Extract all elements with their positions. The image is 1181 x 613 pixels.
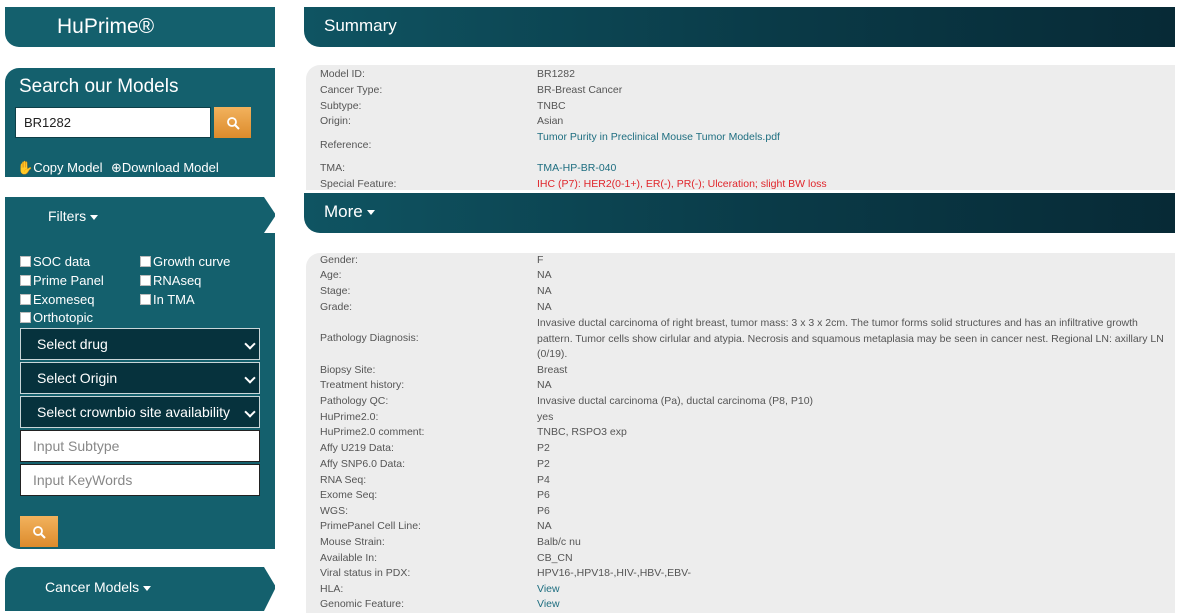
download-model-button[interactable] bbox=[111, 160, 219, 176]
search-input[interactable] bbox=[15, 107, 211, 138]
special-feature-value: IHC (P7): HER2(0-1+), ER(-), PR(-); Ulceration; slight BW loss bbox=[537, 178, 827, 190]
more-value: yes bbox=[537, 411, 554, 423]
caret-down-icon bbox=[143, 586, 151, 591]
summary-label: Special Feature: bbox=[320, 178, 397, 190]
filter-search-button[interactable] bbox=[20, 516, 58, 547]
hand-icon: ✋ bbox=[17, 160, 34, 175]
summary-label: Cancer Type: bbox=[320, 84, 383, 96]
brand-header bbox=[5, 7, 275, 47]
more-label: More bbox=[324, 202, 363, 221]
more-label: Grade: bbox=[320, 301, 353, 313]
more-label: Biopsy Site: bbox=[320, 364, 376, 376]
reference-link[interactable]: Tumor Purity in Preclinical Mouse Tumor Models.pdf bbox=[537, 131, 780, 143]
checkbox-exomeseq[interactable] bbox=[20, 292, 94, 307]
filters-label: Filters bbox=[48, 208, 87, 224]
more-value: Invasive ductal carcinoma of right breast, tumor mass: 3 x 3 x 2cm. The tumor forms solid structures and has an infiltrative growth pattern. Tumor cells show cirlular and atypia. Necrosis and squamous metaplasia may be seen in cancer nest. Regional LN: axillary LN (0/19). bbox=[537, 317, 1164, 361]
copy-model-label: Copy Model bbox=[33, 160, 103, 175]
more-value: P4 bbox=[537, 474, 550, 486]
more-label: WGS: bbox=[320, 505, 348, 517]
more-label: HuPrime2.0: bbox=[320, 411, 379, 423]
checkbox-box[interactable] bbox=[20, 312, 31, 323]
search-button[interactable] bbox=[214, 107, 251, 138]
checkbox-label: Orthotopic bbox=[33, 310, 93, 325]
summary-label: TMA: bbox=[320, 162, 346, 174]
caret-down-icon bbox=[90, 215, 98, 220]
more-value: NA bbox=[537, 520, 552, 532]
brand-logo[interactable]: HuPrime® bbox=[57, 15, 155, 38]
checkbox-box[interactable] bbox=[140, 275, 151, 286]
more-value: P6 bbox=[537, 489, 550, 501]
more-label: Available In: bbox=[320, 552, 378, 564]
keywords-input[interactable] bbox=[20, 464, 260, 496]
tab-notch bbox=[264, 215, 276, 233]
download-icon: ⊕ bbox=[111, 160, 122, 175]
more-value: HPV16-,HPV18-,HIV-,HBV-,EBV- bbox=[537, 567, 692, 579]
more-label: Pathology QC: bbox=[320, 395, 389, 407]
more-label: PrimePanel Cell Line: bbox=[320, 520, 421, 532]
more-label: Affy U219 Data: bbox=[320, 442, 394, 454]
more-label: Treatment history: bbox=[320, 379, 405, 391]
select-origin-label: Select Origin bbox=[37, 370, 118, 386]
more-value: P2 bbox=[537, 442, 550, 454]
more-value: P2 bbox=[537, 458, 550, 470]
more-value: NA bbox=[537, 379, 552, 391]
more-label: HLA: bbox=[320, 583, 344, 595]
filter-panel bbox=[5, 197, 275, 549]
more-value: NA bbox=[537, 301, 552, 313]
checkbox-in-tma[interactable] bbox=[140, 292, 195, 307]
search-icon bbox=[226, 116, 240, 130]
select-site-label: Select crownbio site availability bbox=[37, 404, 230, 420]
tab-notch bbox=[264, 587, 276, 611]
summary-title: Summary bbox=[324, 16, 397, 35]
summary-label: Origin: bbox=[320, 115, 351, 127]
more-value: Invasive ductal carcinoma (Pa), ductal carcinoma (P8, P10) bbox=[537, 395, 814, 407]
more-label: Age: bbox=[320, 269, 342, 281]
more-value: F bbox=[537, 254, 544, 266]
checkbox-label: In TMA bbox=[153, 292, 195, 307]
checkbox-rnaseq[interactable] bbox=[140, 273, 201, 288]
more-label: RNA Seq: bbox=[320, 474, 367, 486]
tab-notch bbox=[264, 567, 276, 587]
more-label: Viral status in PDX: bbox=[320, 567, 411, 579]
cancer-models-panel bbox=[5, 567, 275, 611]
summary-box bbox=[306, 65, 1175, 190]
more-value: TNBC, RSPO3 exp bbox=[537, 426, 627, 438]
more-title bbox=[324, 202, 375, 222]
more-label: Stage: bbox=[320, 285, 351, 297]
tab-notch bbox=[264, 197, 276, 215]
summary-value: BR1282 bbox=[537, 68, 575, 80]
summary-value: Asian bbox=[537, 115, 564, 127]
cancer-models-label: Cancer Models bbox=[45, 579, 140, 595]
genomic-feature-view-link[interactable]: View bbox=[537, 598, 560, 610]
checkbox-label: Exomeseq bbox=[33, 292, 95, 307]
checkbox-label: Growth curve bbox=[153, 254, 231, 269]
more-value: P6 bbox=[537, 505, 550, 517]
summary-value: TNBC bbox=[537, 100, 566, 112]
more-label: HuPrime2.0 comment: bbox=[320, 426, 425, 438]
checkbox-box[interactable] bbox=[140, 256, 151, 267]
search-panel bbox=[5, 68, 275, 177]
cancer-models-toggle[interactable] bbox=[45, 579, 151, 595]
more-header[interactable] bbox=[304, 193, 1175, 233]
more-value: NA bbox=[537, 269, 552, 281]
more-label: Affy SNP6.0 Data: bbox=[320, 458, 406, 470]
checkbox-growth-curve[interactable] bbox=[140, 254, 230, 269]
checkbox-label: SOC data bbox=[33, 254, 91, 269]
more-label: Genomic Feature: bbox=[320, 598, 405, 610]
copy-model-button[interactable] bbox=[17, 160, 103, 176]
more-value: Breast bbox=[537, 364, 568, 376]
chevron-down-icon bbox=[244, 406, 255, 417]
more-label: Pathology Diagnosis: bbox=[320, 332, 419, 344]
summary-header bbox=[304, 7, 1175, 47]
chevron-down-icon bbox=[244, 338, 255, 349]
select-drug[interactable] bbox=[20, 328, 260, 360]
more-box bbox=[306, 253, 1175, 613]
checkbox-label: RNAseq bbox=[153, 273, 202, 288]
checkbox-box[interactable] bbox=[20, 275, 31, 286]
search-icon bbox=[32, 525, 46, 539]
checkbox-box[interactable] bbox=[140, 294, 151, 305]
search-title: Search our Models bbox=[19, 76, 179, 97]
more-label: Mouse Strain: bbox=[320, 536, 385, 548]
checkbox-prime-panel[interactable] bbox=[20, 273, 104, 288]
summary-label: Reference: bbox=[320, 139, 372, 151]
summary-value: BR-Breast Cancer bbox=[537, 84, 623, 96]
select-site[interactable] bbox=[20, 396, 260, 428]
download-model-label: Download Model bbox=[121, 160, 219, 175]
keywords-placeholder: Input KeyWords bbox=[33, 472, 133, 488]
more-label: Exome Seq: bbox=[320, 489, 378, 501]
filters-toggle[interactable] bbox=[48, 208, 98, 224]
chevron-down-icon bbox=[244, 372, 255, 383]
caret-down-icon bbox=[367, 210, 375, 215]
checkbox-orthotopic[interactable] bbox=[20, 310, 93, 325]
more-value: Balb/c nu bbox=[537, 536, 581, 548]
tma-link[interactable]: TMA-HP-BR-040 bbox=[537, 162, 617, 174]
checkbox-box[interactable] bbox=[20, 256, 31, 267]
summary-label: Subtype: bbox=[320, 100, 362, 112]
more-value: CB_CN bbox=[537, 552, 573, 564]
summary-label: Model ID: bbox=[320, 68, 365, 80]
more-label: Gender: bbox=[320, 254, 358, 266]
select-origin[interactable] bbox=[20, 362, 260, 394]
subtype-input[interactable] bbox=[20, 430, 260, 462]
more-value: NA bbox=[537, 285, 552, 297]
select-drug-label: Select drug bbox=[37, 336, 108, 352]
checkbox-box[interactable] bbox=[20, 294, 31, 305]
hla-view-link[interactable]: View bbox=[537, 583, 560, 595]
subtype-placeholder: Input Subtype bbox=[33, 438, 120, 454]
checkbox-soc-data[interactable] bbox=[20, 254, 90, 269]
checkbox-label: Prime Panel bbox=[33, 273, 104, 288]
